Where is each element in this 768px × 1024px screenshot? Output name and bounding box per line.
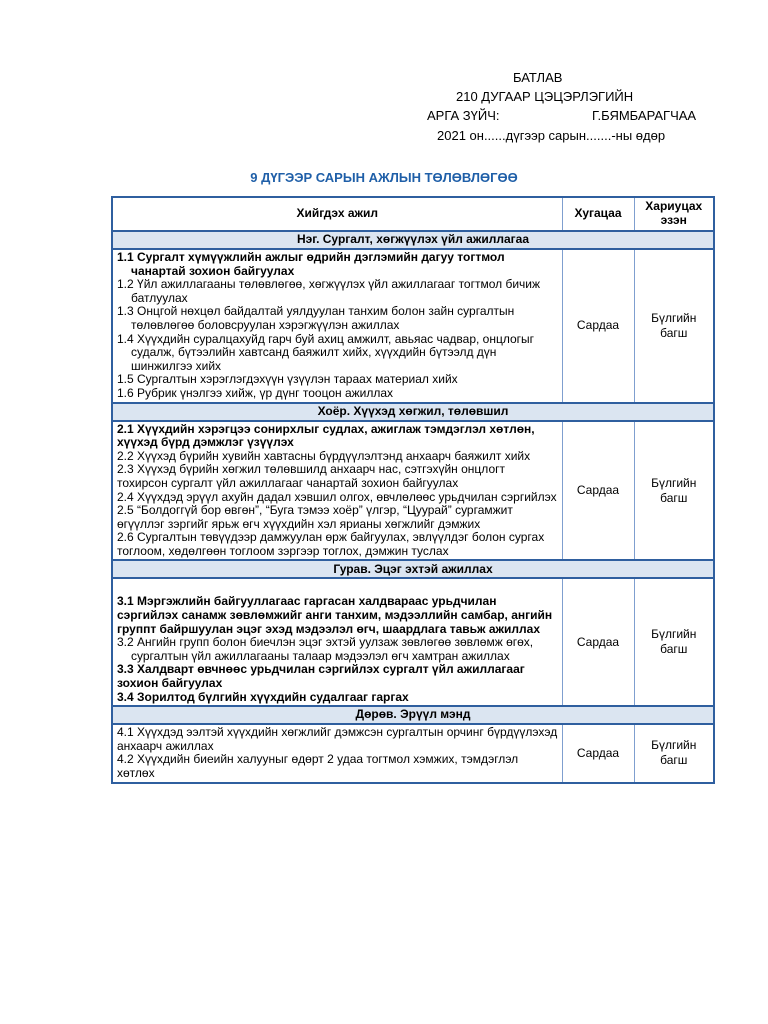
responsible-3-line2: багш <box>660 642 688 657</box>
section-row-2 <box>112 421 714 561</box>
approval-line-1: БАТЛАВ <box>513 70 563 85</box>
responsible-4-line2: багш <box>660 753 688 768</box>
section-header-2 <box>112 403 714 421</box>
list-item: 1.2 Үйл ажиллагааны төлөвлөгөө, хөгжүүлэх үйл ажиллагааг тогтмол бичиж батлуулах <box>117 277 541 305</box>
section-row-4 <box>112 724 714 782</box>
section-title-2: Хоёр. Хүүхэд хөгжил, төлөвшил <box>112 403 714 421</box>
header-responsible <box>634 197 714 231</box>
section-items-1 <box>112 249 562 403</box>
section-title-3: Гурав. Эцэг эхтэй ажиллах <box>112 560 714 578</box>
header-period: Хугацаа <box>562 197 634 231</box>
list-item: 1.4 Хүүхдийн суралцахуйд гарч буй ахиц амжилт, авьяас чадвар, онцлогыг судалж, бүтээлийн хавтсанд баяжилт хийх, хүүхдийн бүтээлд дүн шинжилгээ хийх <box>117 331 535 373</box>
responsible-4 <box>634 724 714 782</box>
responsible-2-line2: багш <box>660 490 688 505</box>
approval-line-3-role: АРГА ЗҮЙЧ: <box>427 108 500 123</box>
responsible-2-line1: Бүлгийн <box>651 475 697 490</box>
header-work: Хийгдэх ажил <box>112 197 562 231</box>
list-item: 3.3 Халдварт өвчнөөс урьдчилан сэргийлэх сургалт үйл ажиллагааг зохион байгуулах <box>117 662 525 691</box>
header-responsible-line2: эзэн <box>660 213 687 227</box>
page-title: 9 ДҮГЭЭР САРЫН АЖЛЫН ТӨЛӨВЛӨГӨӨ <box>250 170 518 185</box>
approval-line-4-date: 2021 он......дүгээр сарын.......-ны өдөр <box>437 128 666 143</box>
period-2: Сардаа <box>562 421 634 561</box>
list-item: 1.5 Сургалтын хэрэглэгдэхүүн үзүүлэн тараах материал хийх <box>117 372 458 387</box>
list-item: 3.4 Зорилтод бүлгийн хүүхдийн судалгааг гаргах <box>117 689 409 704</box>
section-row-1 <box>112 249 714 403</box>
plan-table <box>111 196 715 784</box>
list-item: 2.6 Сургалтын төвүүдээр дамжуулан өрж байгуулах, эвлүүлдэг болон сургах тоглоом, хөдөлгөөн тоглоом зэргээр тоглох, дэмжин туслах <box>117 530 545 558</box>
list-item: 4.2 Хүүхдийн биеийн халууныг өдөрт 2 удаа тогтмол хэмжих, тэмдэглэл хөтлөх <box>117 752 519 780</box>
list-item: 1.3 Онцгой нөхцөл байдалтай уялдуулан танхим болон зайн сургалтын төлөвлөгөө боловсруулан хэрэгжүүлэн ажиллах <box>117 304 515 332</box>
responsible-2 <box>634 421 714 561</box>
responsible-4-line1: Бүлгийн <box>651 738 697 753</box>
section-items-4 <box>112 724 562 782</box>
list-item: 3.1 Мэргэжлийн байгууллагаас гаргасан халдвараас урьдчилан сэргийлэх санамж зөвлөмжийг анги танхим, мэдээллийн самбар, ангийн группт байршуулан эцэг эхэд мэдээлэл өгч, шаардлага тавьж ажиллах <box>117 594 553 636</box>
list-item: 2.2 Хүүхэд бүрийн хувийн хавтасны бүрдүүлэлтэнд анхаарч баяжилт хийх <box>117 448 531 463</box>
list-item: 2.1 Хүүхдийн хэрэгцээ сонирхлыг судлах, ажиглаж тэмдэглэл хөтлөн, хүүхэд бүрд дэмжлэг үзүүлэх <box>117 421 535 450</box>
section-items-3 <box>112 578 562 706</box>
list-item: 2.4 Хүүхдэд эрүүл ахуйн дадал хэвшил олгох, өвчлөлөөс урьдчилан сэргийлэх <box>117 489 557 504</box>
responsible-1-line1: Бүлгийн <box>651 310 697 325</box>
section-header-3 <box>112 560 714 578</box>
period-4: Сардаа <box>562 724 634 782</box>
section-title-4: Дөрөв. Эрүүл мэнд <box>112 706 714 724</box>
approval-line-2: 210 ДУГААР ЦЭЦЭРЛЭГИЙН <box>456 89 634 104</box>
list-item: 3.2 Ангийн групп болон биечлэн эцэг эхтэй уулзаж зөвлөгөө зөвлөмж өгөх, сургалтын үйл ажиллагааны талаар мэдээлэл өгч хамтран ажиллах <box>117 635 534 663</box>
section-row-3 <box>112 578 714 706</box>
responsible-1 <box>634 249 714 403</box>
list-item: 4.1 Хүүхдэд ээлтэй хүүхдийн хөгжлийг дэмжсэн сургалтын орчинг бүрдүүлэхэд анхаарч ажиллах <box>117 725 558 753</box>
list-item: 2.5 “Болдоггүй бор өвгөн”, “Буга тэмээ хоёр” үлгэр, “Цуурай” сургамжит өгүүллэг зэргийг ярьж өгч хүүхдийн хэл ярианы хөгжлийг дэмжих <box>117 503 513 531</box>
approval-line-3-name: Г.БЯМБАРАГЧАА <box>592 108 697 123</box>
section-title-1: Нэг. Сургалт, хөгжүүлэх үйл ажиллагаа <box>112 231 714 249</box>
list-item: 1.1 Сургалт хүмүүжлийн ажлыг өдрийн дэглэмийн дагуу тогтмол чанартай зохион байгуулах <box>117 250 505 278</box>
period-3: Сардаа <box>562 578 634 706</box>
responsible-3-line1: Бүлгийн <box>651 627 697 642</box>
responsible-1-line2: багш <box>660 325 688 340</box>
list-item: 1.6 Рубрик үнэлгээ хийж, үр дүнг тооцон ажиллах <box>117 385 394 400</box>
header-responsible-line1: Хариуцах <box>645 199 703 214</box>
table-header-row <box>112 197 714 231</box>
section-header-4 <box>112 706 714 724</box>
list-item: 2.3 Хүүхэд бүрийн хөгжил төлөвшилд анхаарч нас, сэтгэхүйн онцлогт тохирсон сургалт үйл ажиллагааг чанартай зохион байгуулах <box>117 462 505 490</box>
section-header-1 <box>112 231 714 249</box>
period-1: Сардаа <box>562 249 634 403</box>
responsible-3 <box>634 578 714 706</box>
section-items-2 <box>112 421 562 561</box>
